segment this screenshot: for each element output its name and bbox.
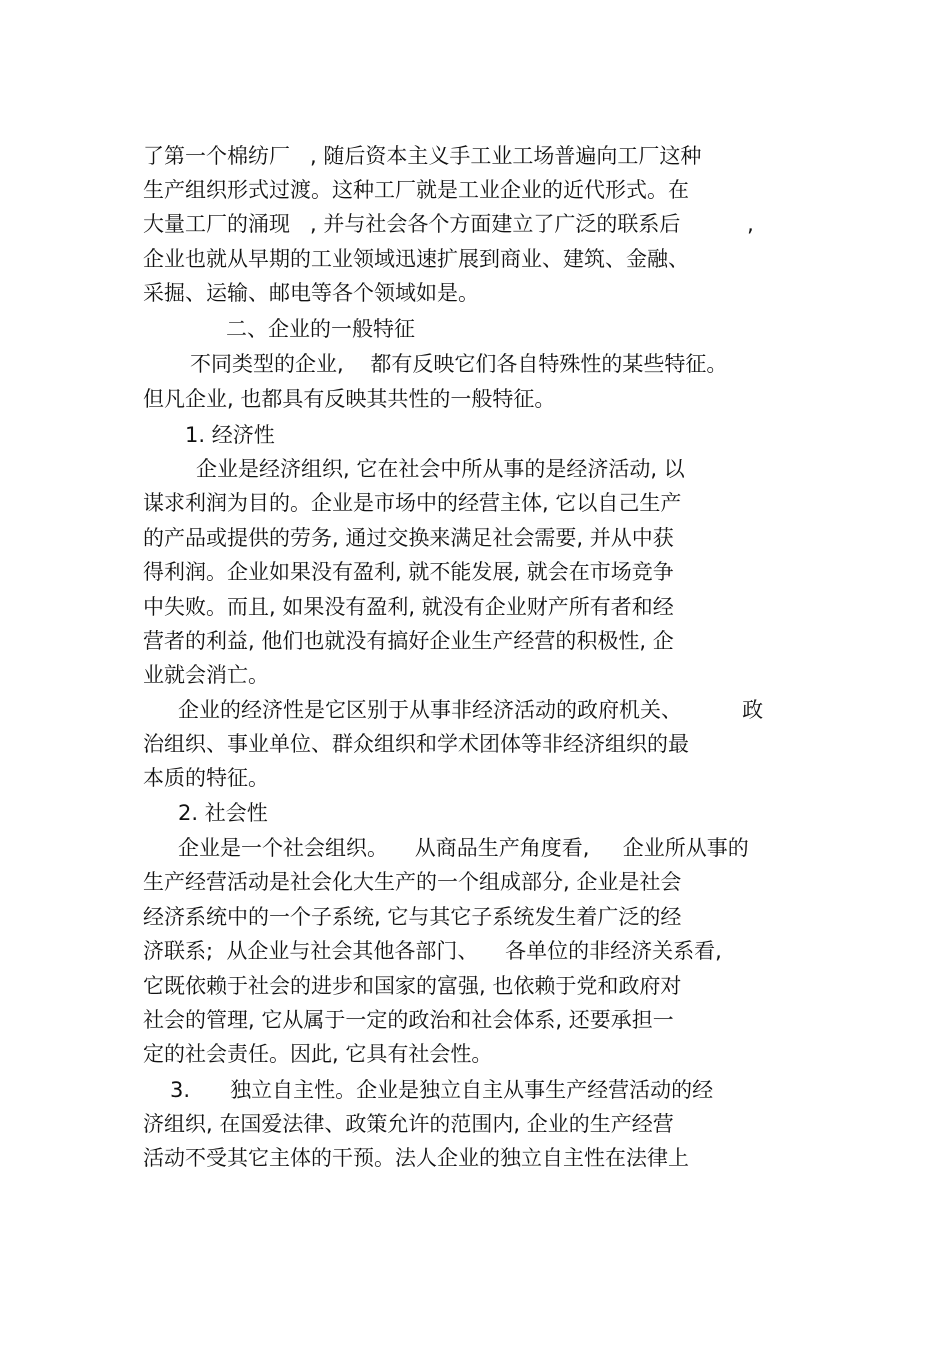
subsection-heading: 2. 社会性 [178, 801, 268, 825]
text-line: 的产品或提供的劳务, 通过交换来满足社会需要, 并从中获 [143, 526, 674, 550]
text-line: 不同类型的企业, 都有反映它们各自特殊性的某些特征。 [190, 352, 728, 376]
text-line: 企业的经济性是它区别于从事非经济活动的政府机关、 政 [178, 698, 764, 722]
text-line: 生产组织形式过渡。这种工厂就是工业企业的近代形式。在 [143, 178, 689, 202]
text-line: 中失败。而且, 如果没有盈利, 就没有企业财产所有者和经 [143, 595, 674, 619]
text-line: 济组织, 在国爱法律、政策允许的范围内, 企业的生产经营 [143, 1112, 674, 1136]
text-line: 采掘、运输、邮电等各个领域如是。 [143, 281, 479, 305]
text-line: 大量工厂的涌现 , 并与社会各个方面建立了广泛的联系后 , [143, 212, 754, 236]
subsection-heading: 1. 经济性 [185, 423, 275, 447]
text-line: 社会的管理, 它从属于一定的政治和社会体系, 还要承担一 [143, 1008, 674, 1032]
text-line: 企业也就从早期的工业领域迅速扩展到商业、建筑、金融、 [143, 247, 689, 271]
text-line: 得利润。企业如果没有盈利, 就不能发展, 就会在市场竞争 [143, 560, 674, 584]
text-line: 3. 独立自主性。企业是独立自主从事生产经营活动的经 [170, 1078, 714, 1102]
text-line: 经济系统中的一个子系统, 它与其它子系统发生着广泛的经 [143, 905, 682, 929]
text-line: 生产经营活动是社会化大生产的一个组成部分, 企业是社会 [143, 870, 682, 894]
text-line: 治组织、事业单位、群众组织和学术团体等非经济组织的最 [143, 732, 689, 756]
text-line: 活动不受其它主体的干预。法人企业的独立自主性在法律上 [143, 1146, 689, 1170]
text-line: 本质的特征。 [143, 766, 269, 790]
text-line: 营者的利益, 他们也就没有搞好企业生产经营的积极性, 企 [143, 629, 674, 653]
text-line: 它既依赖于社会的进步和国家的富强, 也依赖于党和政府对 [143, 974, 682, 998]
text-line: 谋求利润为目的。企业是市场中的经营主体, 它以自己生产 [143, 491, 682, 515]
text-line: 企业是经济组织, 它在社会中所从事的是经济活动, 以 [196, 457, 685, 481]
text-line: 了第一个棉纺厂 , 随后资本主义手工业工场普遍向工厂这种 [143, 144, 702, 168]
text-line: 定的社会责任。因此, 它具有社会性。 [143, 1042, 493, 1066]
section-heading: 二、企业的一般特征 [226, 317, 415, 341]
text-line: 企业是一个社会组织。 从商品生产角度看, 企业所从事的 [178, 836, 749, 860]
text-line: 但凡企业, 也都具有反映其共性的一般特征。 [143, 387, 556, 411]
text-line: 济联系; 从企业与社会其他各部门、 各单位的非经济关系看, [143, 939, 722, 963]
text-line: 业就会消亡。 [143, 663, 269, 687]
